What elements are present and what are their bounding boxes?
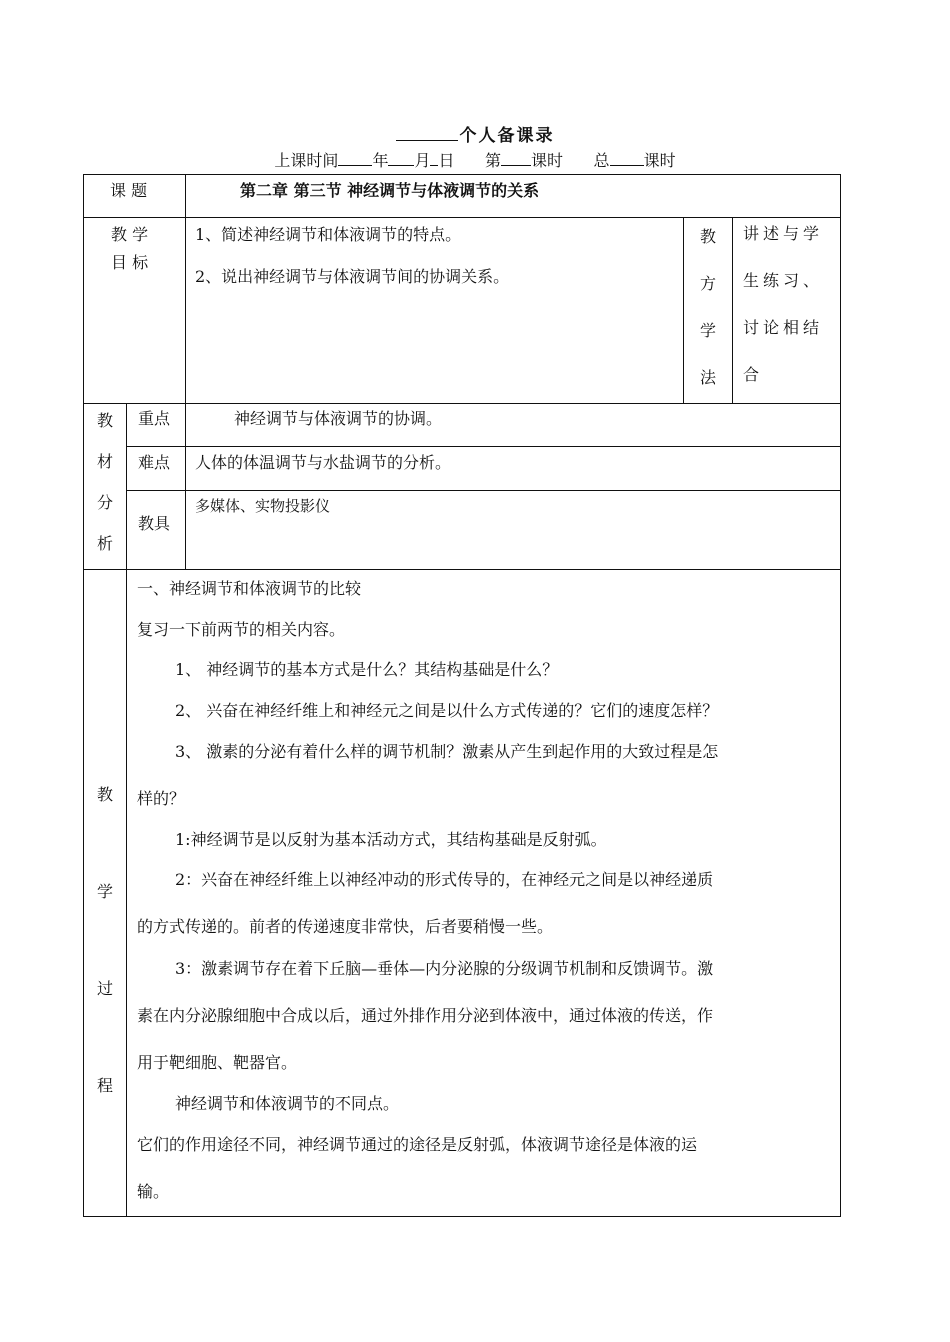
process-line: 的方式传递的。前者的传递速度非常快，后者要稍慢一些。 (137, 917, 554, 936)
process-line: 1、 神经调节的基本方式是什么？其结构基础是什么？ (175, 660, 559, 679)
schedule-line: 上课时间 年 月 日 第 课时 总 课时 (274, 151, 676, 170)
process-line: 它们的作用途径不同，神经调节通过的途径是反射弧，体液调节途径是体液的运 (137, 1135, 698, 1154)
process-line: 神经调节和体液调节的不同点。 (175, 1094, 400, 1113)
process-line: 2：兴奋在神经纤维上以神经冲动的形式传导的，在神经元之间是以神经递质 (175, 870, 714, 889)
goal-item: 2、说出神经调节与体液调节间的协调关系。 (195, 267, 510, 286)
process-label: 教 学 过 程 (96, 785, 113, 1095)
goals-label-2: 目 标 (111, 253, 149, 272)
process-line: 3：激素调节存在着下丘脑—垂体—内分泌腺的分级调节机制和反馈调节。激 (175, 959, 714, 978)
goals-label-1: 教 学 (111, 225, 149, 244)
method-label: 教 方 学 法 (699, 227, 716, 387)
analysis-label: 教 材 分 析 (96, 411, 113, 553)
process-line: 1:神经调节是以反射为基本活动方式，其结构基础是反射弧。 (175, 830, 607, 849)
process-line: 素在内分泌腺细胞中合成以后，通过外排作用分泌到体液中，通过体液的传送，作 (137, 1006, 714, 1025)
page-title: 个人备课录 (0, 121, 950, 146)
topic-value: 第二章 第三节 神经调节与体液调节的关系 (240, 181, 540, 200)
key-value: 神经调节与体液调节的协调。 (234, 409, 443, 428)
key-label: 重点 (138, 409, 171, 428)
process-line: 样的？ (137, 789, 186, 808)
method-line: 讨论相结 (743, 318, 824, 337)
method-line: 合 (743, 365, 764, 384)
topic-label: 课 题 (110, 181, 148, 200)
method-line: 讲述与学 (743, 224, 824, 243)
process-line: 输。 (137, 1182, 170, 1201)
difficult-value: 人体的体温调节与水盐调节的分析。 (195, 453, 452, 472)
difficult-label: 难点 (138, 453, 171, 472)
process-line: 用于靶细胞、靶器官。 (137, 1053, 298, 1072)
process-line: 2、 兴奋在神经纤维上和神经元之间是以什么方式传递的？它们的速度怎样？ (175, 701, 719, 720)
method-line: 生练习、 (743, 271, 824, 290)
tools-label: 教具 (138, 514, 171, 533)
tools-value: 多媒体、实物投影仪 (195, 497, 331, 515)
process-line: 一、神经调节和体液调节的比较 (137, 579, 362, 598)
goal-item: 1、简述神经调节和体液调节的特点。 (195, 225, 462, 244)
process-line: 3、 激素的分泌有着什么样的调节机制？激素从产生到起作用的大致过程是怎 (175, 742, 719, 761)
process-line: 复习一下前两节的相关内容。 (137, 620, 346, 639)
